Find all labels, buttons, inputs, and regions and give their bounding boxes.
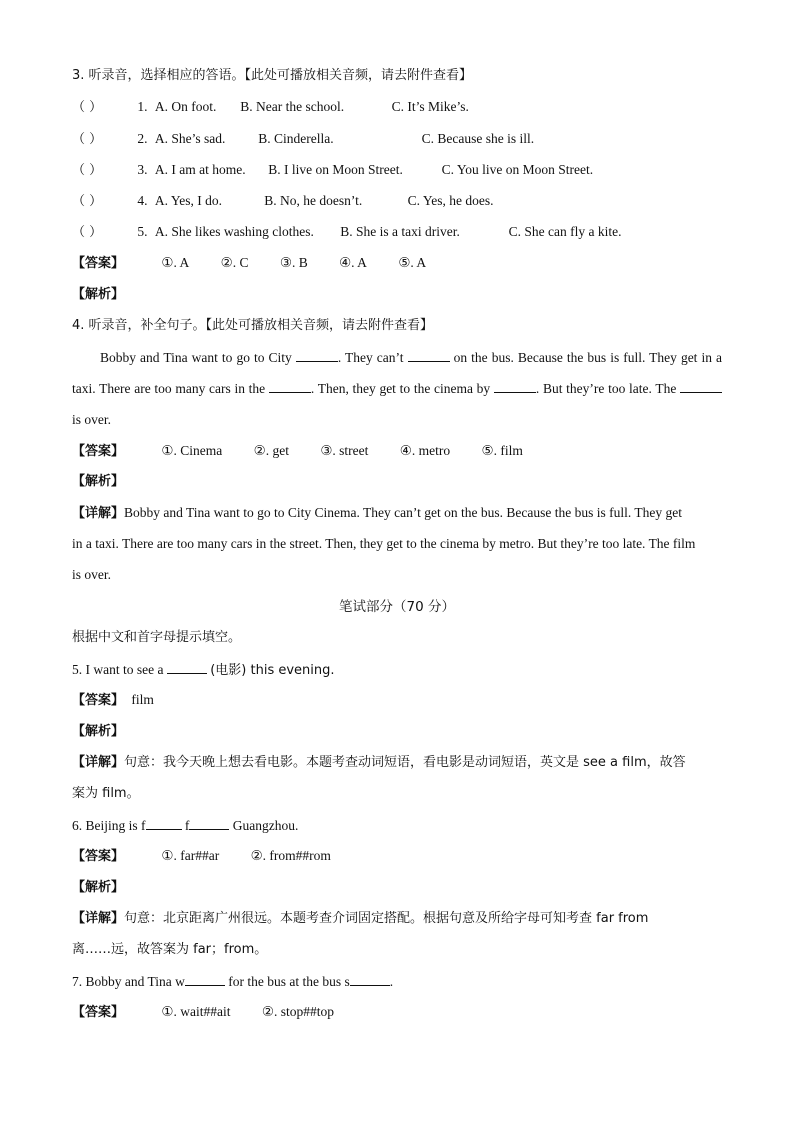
q5-detail-line-1 — [72, 753, 686, 773]
blank-2 — [408, 347, 450, 362]
q4-title: 4. 听录音，补全句子。【此处可播放相关音频，请去附件查看】 — [72, 318, 434, 333]
option-c: C. It’s Mike’s. — [391, 99, 469, 114]
q7-answer — [72, 1002, 362, 1023]
q3-item-3 — [72, 160, 593, 181]
blank-1 — [146, 815, 182, 830]
answer-4: ④. A — [339, 255, 367, 270]
q5-analysis-label: 【解析】 — [72, 724, 125, 739]
answer-label: 【答案】 — [72, 444, 125, 459]
option-b: B. I live on Moon Street. — [268, 162, 403, 177]
option-c: C. Because she is ill. — [421, 131, 535, 146]
detail-text: 句意：我今天晚上想去看电影。本题考查动词短语，看电影是动词短语，英文是 see a film，故答 — [124, 755, 686, 770]
answer-paren: （ ） — [72, 132, 103, 147]
q7-question — [72, 971, 393, 992]
passage-text: . They can’t — [337, 350, 404, 365]
answer-paren: （ ） — [72, 100, 103, 115]
detail-text: 句意：北京距离广州很远。本题考查介词固定搭配。根据句意及所给字母可知考查 far from — [124, 911, 649, 926]
answer-2: ②. stop##top — [261, 1004, 334, 1019]
q4-detail-line-3: is over. — [72, 567, 111, 582]
q6-detail-line-1 — [72, 909, 648, 929]
answer-5: ⑤. A — [398, 255, 427, 270]
answer-1: ①. A — [161, 255, 190, 270]
answer-3: ③. B — [279, 255, 308, 270]
answer-label: 【答案】 — [72, 849, 125, 864]
answer-4: ④. metro — [399, 443, 451, 458]
q5-answer — [72, 690, 154, 711]
answer-label: 【答案】 — [72, 693, 125, 708]
blank-1 — [185, 971, 225, 986]
question-text: . — [389, 974, 394, 989]
answer-2: ②. get — [253, 443, 289, 458]
question-text: for the bus at the bus s — [228, 974, 350, 989]
answer-paren: （ ） — [72, 163, 103, 178]
q3-title: 3. 听录音，选择相应的答语。【此处可播放相关音频，请去附件查看】 — [72, 68, 473, 83]
passage-text: . But they’re too late. The — [535, 381, 677, 396]
option-b: B. No, he doesn’t. — [264, 193, 363, 208]
answer: film — [131, 692, 154, 707]
blank-3 — [269, 378, 311, 393]
answer-3: ③. street — [320, 443, 369, 458]
question-text: (电影) this evening. — [210, 663, 335, 678]
option-a: A. She likes washing clothes. — [154, 224, 314, 239]
q5-question — [72, 659, 335, 681]
passage-text: . Then, they get to the cinema by — [310, 381, 491, 396]
q3-item-5 — [72, 222, 621, 243]
written-instruction: 根据中文和首字母提示填空。 — [72, 630, 242, 645]
option-a: A. She’s sad. — [154, 131, 226, 146]
answer-5: ⑤. film — [481, 443, 523, 458]
option-c: C. You live on Moon Street. — [441, 162, 594, 177]
item-number: 3. — [137, 162, 148, 177]
answer-paren: （ ） — [72, 194, 103, 209]
item-number: 4. — [137, 193, 148, 208]
q3-analysis-label: 【解析】 — [72, 287, 125, 302]
answer-2: ②. from##rom — [250, 848, 331, 863]
option-b: B. She is a taxi driver. — [340, 224, 460, 239]
blank-2 — [350, 971, 390, 986]
option-c: C. She can fly a kite. — [508, 224, 622, 239]
question-text: 5. I want to see a — [72, 662, 164, 677]
passage-text: a taxi. There are too many cars in the — [72, 350, 723, 396]
q3-item-4 — [72, 191, 494, 212]
blank — [167, 659, 207, 674]
question-text: Guangzhou. — [232, 818, 299, 833]
answer-1: ①. far##ar — [161, 848, 220, 863]
item-number: 5. — [137, 224, 148, 239]
q6-detail-line-2: 离……远，故答案为 far；from。 — [72, 942, 268, 957]
blank-4 — [494, 378, 536, 393]
option-c: C. Yes, he does. — [407, 193, 494, 208]
detail-label: 【详解】 — [72, 911, 125, 926]
q3-answer — [72, 253, 454, 274]
option-b: B. Cinderella. — [258, 131, 334, 146]
passage-text: Bobby and Tina want to go to City — [100, 350, 292, 365]
option-a: A. On foot. — [154, 99, 217, 114]
option-a: A. I am at home. — [154, 162, 246, 177]
question-text: 7. Bobby and Tina w — [72, 974, 185, 989]
passage-text: on the bus. Because the bus is full. They get in — [453, 350, 712, 365]
answer-1: ①. Cinema — [161, 443, 223, 458]
detail-label: 【详解】 — [72, 506, 125, 521]
answer-label: 【答案】 — [72, 1005, 125, 1020]
question-text: 6. Beijing is f — [72, 818, 146, 833]
q3-item-2 — [72, 129, 534, 150]
q4-analysis-label: 【解析】 — [72, 474, 125, 489]
answer-1: ①. wait##ait — [161, 1004, 231, 1019]
detail-label: 【详解】 — [72, 755, 125, 770]
question-text: f — [184, 818, 190, 833]
blank-2 — [189, 815, 229, 830]
q4-answer — [72, 441, 551, 462]
q4-passage — [72, 342, 722, 435]
option-a: A. Yes, I do. — [154, 193, 223, 208]
q4-detail-line-1 — [72, 503, 682, 524]
answer-label: 【答案】 — [72, 256, 125, 271]
q4-detail-line-2: in a taxi. There are too many cars in the street. Then, they get to the cinema by metro. But they’re too late. The film — [72, 536, 696, 551]
option-b: B. Near the school. — [240, 99, 345, 114]
answer-2: ②. C — [220, 255, 249, 270]
blank-1 — [296, 347, 338, 362]
q6-analysis-label: 【解析】 — [72, 880, 125, 895]
item-number: 1. — [137, 99, 148, 114]
blank-5 — [680, 378, 722, 393]
q6-question — [72, 815, 298, 836]
answer-paren: （ ） — [72, 225, 103, 240]
q3-item-1 — [72, 97, 469, 118]
passage-text: is over. — [72, 412, 111, 427]
q6-answer — [72, 846, 359, 867]
item-number: 2. — [137, 131, 148, 146]
q5-detail-line-2: 案为 film。 — [72, 786, 140, 801]
written-section-heading: 笔试部分（70 分） — [339, 599, 455, 615]
detail-text: Bobby and Tina want to go to City Cinema. They can’t get on the bus. Because the bus is full. They get — [124, 505, 682, 520]
